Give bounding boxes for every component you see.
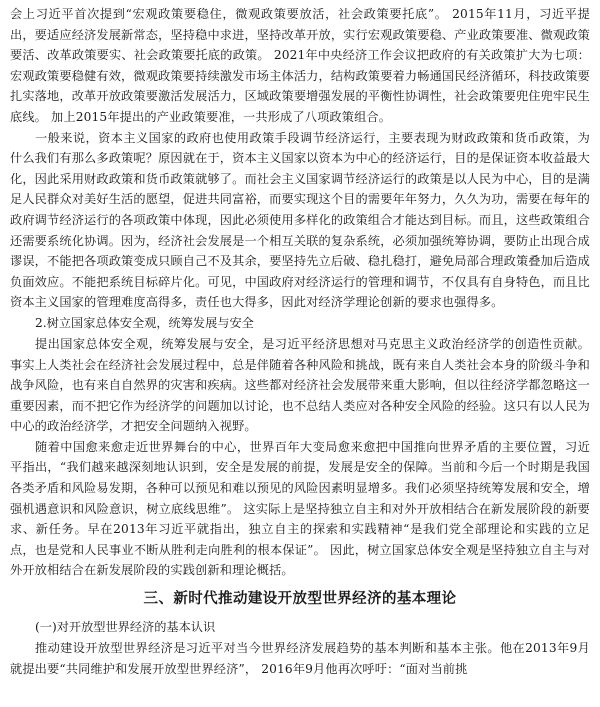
paragraph-open-economy-intro: 推动建设开放型世界经济是习近平对当今世界经济发展趋势的基本判断和基本主张。他在2013年9月就提出要“共同维护和发展开放型世界经济”， 2016年9月他再次呼吁：“面对当前挑 <box>10 641 590 676</box>
subheading-national-security: 2.树立国家总体安全观，统筹发展与安全 <box>35 315 254 330</box>
paragraph-policy-coordination: 一般来说，资本主义国家的政府也使用政策手段调节经济运行，主要表现为财政政策和货币政策，为什么我们有那么多政策呢？原因就在于，资本主义国家以资本为中心的经济运行，目的是保证资本收益最大化，因此采用财政政策和货币政策就够了。而社会主义国家调节经济运行的政策是以人民为中心，目的是满足人民群众对美好生活的愿望，促进共同富裕，而要实现这个目的需要年年努力，久久为功，需要在每年的政府调节经济运行的各项政策中体现，因此必须使用多样化的政策组合才能达到目标。而且，这些政策组合还需要系统化协调。因为，经济社会发展是一个相互关联的复杂系统，必须加强统筹协调，要防止出现合成谬误，不能把各项政策变成只顾自己不及其余，要坚持先立后破、稳扎稳打，避免局部合理政策叠加后造成负面效应。不能把系统目标碎片化。可见，中国政府对经济运行的管理和调节，不仅具有自身特色，而且比资本主义国家的管理难度高得多，责任也大得多，因此对经济学理论创新的要求也强得多。 <box>10 130 590 310</box>
paragraph-security-development: 随着中国愈来愈走近世界舞台的中心，世界百年大变局愈来愈把中国推向世界矛盾的主要位置，习近平指出，“我们越来越深刻地认识到，安全是发展的前提，发展是安全的保障。当前和今后一个时期是我国各类矛盾和风险易发期，各种可以预见和难以预见的风险因素明显增多。我们必须坚持统筹发展和安全，增强机遇意识和风险意识，树立底线思维”。 这实际上是坚持独立自主和对外开放相结合在新发展阶段的新要求、新任务。早在2013年习近平就指出，独立自主的探索和实践精神“是我们党全部理论和实践的立足点，也是党和人民事业不断从胜利走向胜利的根本保证”。 因此，树立国家总体安全观是坚持独立自主与对外开放相结合在新发展阶段的实践创新和理论概括。 <box>10 439 590 578</box>
section-heading-open-world-economy: 三、新时代推动建设开放型世界经济的基本理论 <box>143 591 457 608</box>
paragraph-security-contribution: 提出国家总体安全观，统筹发展与安全，是习近平经济思想对马克思主义政治经济学的创造性贡献。事实上人类社会在经济社会发展过程中，总是伴随着各种风险和挑战，既有来自人类社会本身的阶级斗争和战争风险，也有来自自然界的灾害和疾病。这些都对经济社会发展带来重大影响，但以往经济学都忽略这一重要因素，而不把它作为经济学的问题加以讨论，也不总结人类应对各种安全风险的经验。这只有以人民为中心的政治经济学，才把安全问题纳入视野。 <box>10 336 590 434</box>
paragraph-policy-combination: 会上习近平首次提到“宏观政策要稳住，微观政策要放活，社会政策要托底”。 2015年11月，习近平提出，要适应经济发展新常态，坚持稳中求进，坚持改革开放，实行宏观政策要稳、产业政策要准、微观政策要活、改革政策要实、社会政策要托底的政策。 2021年中央经济工作会议把政府的有关政策扩大为七项：宏观政策要稳健有效，微观政策要持续激发市场主体活力，结构政策要着力畅通国民经济循环，科技政策要扎实落地，改革开放政策要激活发展活力，区域政策要增强发展的平衡性协调性，社会政策要兜住兜牢民生底线。 加上2015年提出的产业政策要准，一共形成了八项政策组合。 <box>10 7 590 124</box>
subheading-basic-understanding: (一)对开放型世界经济的基本认识 <box>35 620 216 635</box>
